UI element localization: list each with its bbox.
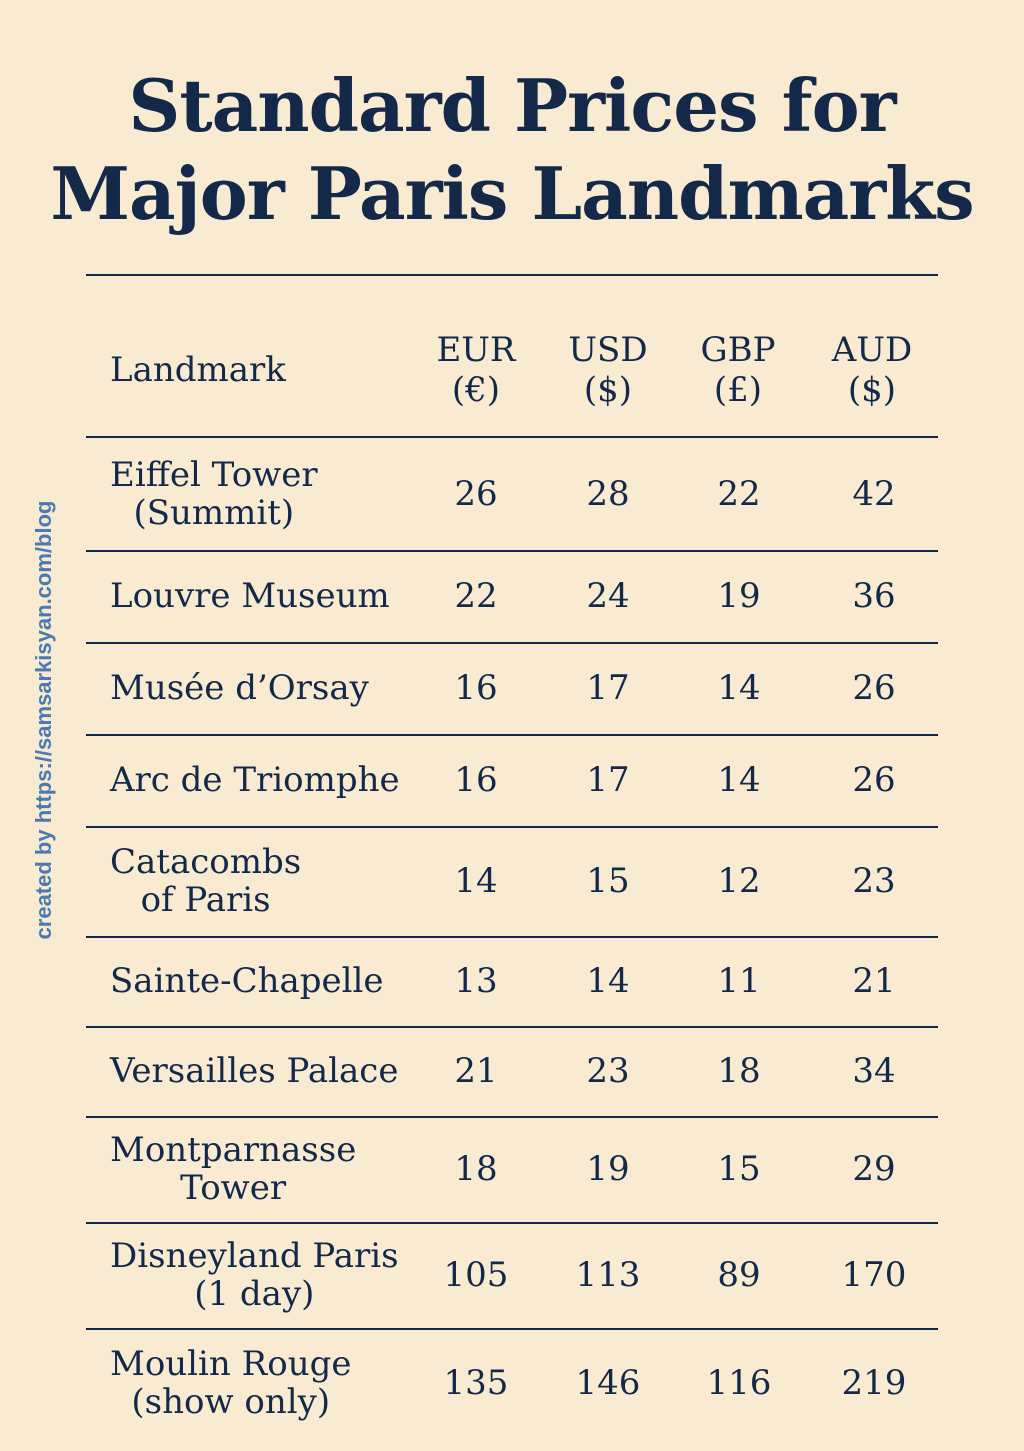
price-eur: 14 [454,861,498,901]
price-usd: 17 [586,668,630,708]
price-eur: 13 [454,961,498,1001]
landmark-name-line: Catacombs [110,842,302,882]
header-aud [802,330,942,410]
header-landmark: Landmark [110,350,286,390]
landmark-name [110,1026,430,1116]
price-gbp: 18 [717,1051,761,1091]
price-usd: 15 [586,861,630,901]
landmark-name-line: of Paris [140,880,271,920]
price-gbp: 15 [717,1149,761,1189]
landmark-name [110,550,430,642]
price-eur: 16 [454,760,498,800]
landmark-name [110,642,430,734]
landmark-name-line: Moulin Rouge [110,1344,352,1384]
price-eur: 22 [454,576,498,616]
title-line-1: Standard Prices for [128,63,896,148]
header-gbp-symbol: (£) [713,370,763,410]
price-usd: 14 [586,961,630,1001]
price-usd: 24 [586,576,630,616]
price-usd: 146 [575,1363,641,1403]
price-usd: 28 [586,474,630,514]
header-usd [538,330,678,410]
price-gbp: 11 [717,961,761,1001]
price-aud: 21 [852,961,896,1001]
price-aud: 170 [841,1255,907,1295]
price-aud: 26 [852,668,896,708]
header-eur-code: EUR [436,330,516,370]
header-usd-symbol: ($) [583,370,633,410]
landmark-name-line: Montparnasse [110,1130,357,1170]
header-gbp [668,330,808,410]
price-gbp: 14 [717,668,761,708]
price-eur: 21 [454,1051,498,1091]
landmark-name [110,438,430,550]
landmark-name-line: Arc de Triomphe [110,760,400,800]
header-eur [406,330,546,410]
price-eur: 135 [443,1363,509,1403]
price-eur: 26 [454,474,498,514]
price-usd: 23 [586,1051,630,1091]
landmark-name-line: Disneyland Paris [110,1236,399,1276]
price-aud: 29 [852,1149,896,1189]
landmark-name [110,734,430,826]
landmark-name [110,936,430,1026]
landmark-name-line: Sainte-Chapelle [110,961,384,1001]
landmark-name-line: Tower [180,1168,287,1208]
title-line-2: Major Paris Landmarks [50,151,974,236]
landmark-name-line: Louvre Museum [110,576,390,616]
price-gbp: 22 [717,474,761,514]
landmark-name-line: (Summit) [133,493,295,533]
header-aud-code: AUD [831,330,913,370]
price-aud: 36 [852,576,896,616]
landmark-name [110,1328,430,1438]
header-eur-symbol: (€) [451,370,501,410]
price-eur: 18 [454,1149,498,1189]
landmark-name-line: (show only) [131,1382,331,1422]
landmark-name-line: Versailles Palace [110,1051,399,1091]
price-aud: 34 [852,1051,896,1091]
header-gbp-code: GBP [700,330,776,370]
price-eur: 16 [454,668,498,708]
price-gbp: 19 [717,576,761,616]
landmark-name-line: (1 day) [194,1274,315,1314]
price-eur: 105 [443,1255,509,1295]
watermark: created by https://samsarkisyan.com/blog [31,500,56,940]
price-gbp: 116 [706,1363,772,1403]
landmark-name [110,1116,430,1222]
page-title [0,62,1024,238]
price-aud: 23 [852,861,896,901]
landmark-name [110,1222,430,1328]
price-usd: 19 [586,1149,630,1189]
table-top-rule [86,274,938,276]
landmark-name-line: Eiffel Tower [110,455,318,495]
price-gbp: 12 [717,861,761,901]
price-gbp: 14 [717,760,761,800]
price-usd: 17 [586,760,630,800]
price-aud: 42 [852,474,896,514]
price-aud: 26 [852,760,896,800]
header-usd-code: USD [568,330,648,370]
landmark-name [110,826,430,936]
price-usd: 113 [575,1255,641,1295]
price-aud: 219 [841,1363,907,1403]
landmark-name-line: Musée d’Orsay [110,668,369,708]
price-gbp: 89 [717,1255,761,1295]
header-aud-symbol: ($) [847,370,897,410]
